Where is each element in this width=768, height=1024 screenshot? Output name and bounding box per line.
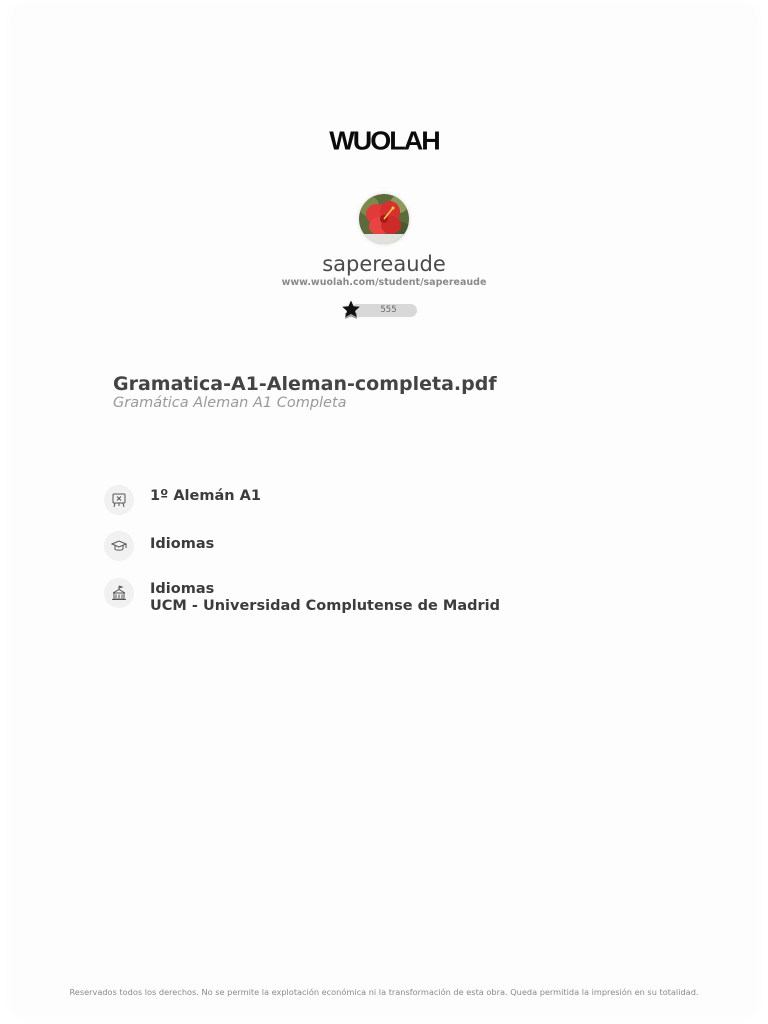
username[interactable]: sapereaude — [322, 252, 446, 276]
document-description: Gramática Aleman A1 Completa — [113, 395, 347, 411]
degree-name: Idiomas — [150, 536, 215, 552]
university-name: UCM - Universidad Complutense de Madrid — [150, 598, 500, 614]
building-icon — [104, 578, 134, 608]
course-name: 1º Alemán A1 — [150, 488, 261, 504]
star-icon — [340, 299, 362, 321]
copyright-notice: Reservados todos los derechos. No se permite la explotación económica ni la transformación de esta obra. Queda permitida la impresión en su totalidad. — [69, 987, 699, 997]
points-count: 555 — [350, 304, 417, 317]
document-filename: Gramatica-A1-Aleman-completa.pdf — [113, 373, 497, 395]
points-badge — [340, 299, 420, 321]
graduation-cap-icon — [104, 531, 134, 561]
avatar — [359, 194, 409, 244]
wuolah-logo: WUOLAH — [329, 126, 439, 156]
classroom-board-icon — [104, 485, 134, 515]
profile-url[interactable]: www.wuolah.com/student/sapereaude — [281, 277, 487, 288]
faculty-name: Idiomas — [150, 581, 215, 597]
